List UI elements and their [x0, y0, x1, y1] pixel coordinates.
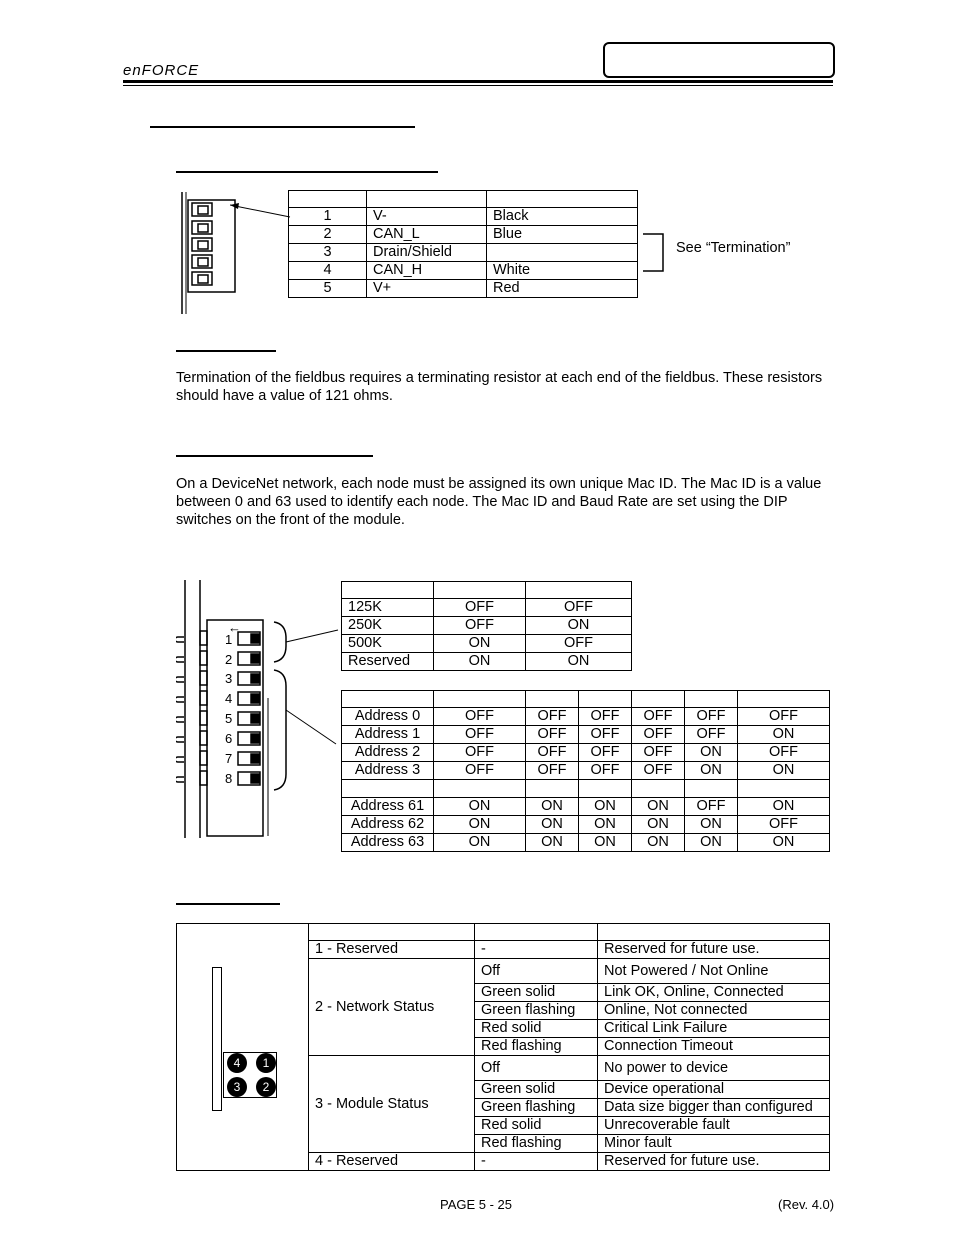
address-label: Address 1	[342, 726, 434, 744]
table-row	[289, 226, 638, 244]
header-cell	[579, 691, 632, 708]
section-heading-underline	[150, 126, 415, 128]
switch-state: ON	[434, 834, 526, 852]
baud-rate: Reserved	[342, 653, 434, 671]
table-row	[289, 280, 638, 298]
switch-state: ON	[434, 635, 526, 653]
switch-state: OFF	[632, 744, 685, 762]
switch-state: OFF	[738, 816, 830, 834]
switch-state: OFF	[632, 708, 685, 726]
switch-state: ON	[632, 834, 685, 852]
header-cell	[367, 191, 487, 208]
led-name: 2 - Network Status	[309, 959, 475, 1056]
header-cell	[434, 582, 526, 599]
led-state: Green flashing	[475, 1002, 598, 1020]
switch-state: OFF	[579, 726, 632, 744]
switch-state: OFF	[526, 635, 632, 653]
header-cell	[738, 691, 830, 708]
switch-state: ON	[526, 653, 632, 671]
table-row	[342, 780, 830, 798]
baud-rate: 500K	[342, 635, 434, 653]
signal-name: V-	[367, 208, 487, 226]
switch-state: OFF	[434, 599, 526, 617]
switch-state: ON	[526, 816, 579, 834]
switch-state: OFF	[434, 762, 526, 780]
table-row	[342, 798, 830, 816]
led-state: Off	[475, 1056, 598, 1081]
dip-switch-number: 3	[225, 671, 233, 686]
switch-state	[579, 780, 632, 798]
wire-color: White	[487, 262, 638, 280]
switch-state: OFF	[434, 744, 526, 762]
switch-state: OFF	[632, 762, 685, 780]
table-row	[342, 834, 830, 852]
switch-state: ON	[579, 816, 632, 834]
header-cell	[598, 924, 830, 941]
led-panel-edge	[212, 967, 222, 1111]
termination-note: See “Termination”	[676, 240, 791, 256]
led-state: -	[475, 1153, 598, 1171]
baud-rate: 250K	[342, 617, 434, 635]
address-label: Address 2	[342, 744, 434, 762]
led-4-icon: 4	[227, 1053, 247, 1073]
switch-state: ON	[526, 834, 579, 852]
dip-switch-number: 6	[225, 731, 233, 746]
led-name: 1 - Reserved	[309, 941, 475, 959]
table-row	[342, 708, 830, 726]
dip-switch-number: 2	[225, 652, 233, 667]
header-rule	[123, 80, 833, 83]
switch-state: ON	[434, 653, 526, 671]
address-label: Address 61	[342, 798, 434, 816]
table-row	[342, 744, 830, 762]
address-label: Address 3	[342, 762, 434, 780]
signal-name: CAN_L	[367, 226, 487, 244]
header-cell	[632, 691, 685, 708]
table-header-row	[342, 691, 830, 708]
switch-state: OFF	[685, 726, 738, 744]
connector-pinout-table	[288, 190, 638, 298]
switch-state: ON	[632, 798, 685, 816]
pin-number: 1	[289, 208, 367, 226]
header-cell	[685, 691, 738, 708]
led-state: -	[475, 941, 598, 959]
switch-state: ON	[738, 798, 830, 816]
address-label: Address 63	[342, 834, 434, 852]
switch-state: ON	[434, 816, 526, 834]
switch-state: ON	[738, 834, 830, 852]
switch-state: ON	[685, 816, 738, 834]
switch-state: ON	[526, 798, 579, 816]
header-cell	[309, 924, 475, 941]
subheading-termination-underline	[176, 350, 276, 352]
macid-paragraph: On a DeviceNet network, each node must be assigned its own unique Mac ID. The Mac ID is a value between 0 and 63 used to identify each node. The Mac ID and Baud Rate are set using the DIP switches on the front of the module.	[176, 476, 822, 528]
table-row	[289, 208, 638, 226]
header-cell	[342, 691, 434, 708]
address-label: Address 62	[342, 816, 434, 834]
switch-state: OFF	[526, 708, 579, 726]
enforce-logo: enFORCE	[123, 62, 200, 79]
switch-state: OFF	[434, 708, 526, 726]
led-state: Red solid	[475, 1117, 598, 1135]
pin-number: 4	[289, 262, 367, 280]
table-row	[342, 617, 632, 635]
table-header-row	[289, 191, 638, 208]
termination-bracket	[642, 233, 666, 273]
dip-switch-illustration	[176, 578, 276, 840]
led-description: Device operational	[598, 1081, 830, 1099]
led-description: Minor fault	[598, 1135, 830, 1153]
dip-switch-number: 8	[225, 771, 233, 786]
led-3-icon: 3	[227, 1077, 247, 1097]
address-label	[342, 780, 434, 798]
led-description: Reserved for future use.	[598, 1153, 830, 1171]
header-cell	[526, 582, 632, 599]
led-state: Red flashing	[475, 1038, 598, 1056]
header-rule-thin	[123, 85, 833, 86]
switch-state: ON	[579, 834, 632, 852]
switch-state: OFF	[526, 726, 579, 744]
switch-state: OFF	[579, 762, 632, 780]
subheading-connector-underline	[176, 171, 438, 173]
table-row	[342, 762, 830, 780]
revision-label: (Rev. 4.0)	[778, 1197, 835, 1212]
dip-switch-number: 5	[225, 711, 233, 726]
table-header-row	[342, 582, 632, 599]
switch-state: ON	[685, 762, 738, 780]
switch-state: OFF	[434, 726, 526, 744]
subheading-leds-underline	[176, 903, 280, 905]
wire-color	[487, 244, 638, 262]
table-row	[342, 816, 830, 834]
switch-state: OFF	[738, 708, 830, 726]
switch-state: ON	[579, 798, 632, 816]
switch-state: OFF	[434, 617, 526, 635]
subheading-macid-underline	[176, 455, 373, 457]
led-2-icon: 2	[256, 1077, 276, 1097]
switch-state: ON	[526, 617, 632, 635]
switch-state: OFF	[526, 744, 579, 762]
led-state: Red solid	[475, 1020, 598, 1038]
led-description: Not Powered / Not Online	[598, 959, 830, 984]
led-state: Green solid	[475, 984, 598, 1002]
led-illustration-cell	[177, 924, 309, 1171]
connector-pointer-line	[230, 200, 292, 220]
led-description: Data size bigger than configured	[598, 1099, 830, 1117]
pin-number: 3	[289, 244, 367, 262]
header-cell	[434, 691, 526, 708]
table-header-row	[177, 924, 830, 941]
switch-state: OFF	[579, 708, 632, 726]
signal-name: V+	[367, 280, 487, 298]
led-status-table	[176, 923, 830, 1171]
signal-name: CAN_H	[367, 262, 487, 280]
switch-state	[434, 780, 526, 798]
switch-state: OFF	[632, 726, 685, 744]
wire-color: Red	[487, 280, 638, 298]
table-row	[342, 599, 632, 617]
dip-group-brackets	[272, 618, 342, 798]
led-description: No power to device	[598, 1056, 830, 1081]
led-state: Green flashing	[475, 1099, 598, 1117]
page-number: PAGE 5 - 25	[440, 1197, 513, 1212]
led-state: Green solid	[475, 1081, 598, 1099]
led-description: Connection Timeout	[598, 1038, 830, 1056]
switch-state: OFF	[685, 708, 738, 726]
termination-paragraph: Termination of the fieldbus requires a terminating resistor at each end of the fieldbus. These resistors should have a value of 121 ohms.	[176, 370, 823, 404]
switch-state: ON	[434, 798, 526, 816]
header-cell	[289, 191, 367, 208]
led-description: Reserved for future use.	[598, 941, 830, 959]
led-description: Link OK, Online, Connected	[598, 984, 830, 1002]
wire-color: Black	[487, 208, 638, 226]
switch-state	[685, 780, 738, 798]
table-row	[289, 262, 638, 280]
led-1-icon: 1	[256, 1053, 276, 1073]
baud-rate-table	[341, 581, 632, 671]
header-cell	[342, 582, 434, 599]
header-cell	[487, 191, 638, 208]
led-description: Unrecoverable fault	[598, 1117, 830, 1135]
led-state: Off	[475, 959, 598, 984]
switch-state: OFF	[579, 744, 632, 762]
switch-state: OFF	[738, 744, 830, 762]
header-cell	[526, 691, 579, 708]
dip-switch-number: 1	[225, 632, 233, 647]
switch-state	[632, 780, 685, 798]
header-cell	[475, 924, 598, 941]
switch-state: OFF	[685, 798, 738, 816]
header-title-box	[603, 42, 835, 78]
switch-state: ON	[738, 726, 830, 744]
switch-state	[738, 780, 830, 798]
wire-color: Blue	[487, 226, 638, 244]
address-label: Address 0	[342, 708, 434, 726]
table-row	[342, 635, 632, 653]
switch-state	[526, 780, 579, 798]
signal-name: Drain/Shield	[367, 244, 487, 262]
switch-state: ON	[685, 834, 738, 852]
switch-state: ON	[632, 816, 685, 834]
switch-state: ON	[685, 744, 738, 762]
led-description: Critical Link Failure	[598, 1020, 830, 1038]
pin-number: 2	[289, 226, 367, 244]
mac-address-table	[341, 690, 830, 852]
switch-state: ON	[738, 762, 830, 780]
switch-state: OFF	[526, 762, 579, 780]
table-row	[289, 244, 638, 262]
table-row	[342, 653, 632, 671]
led-description: Online, Not connected	[598, 1002, 830, 1020]
dip-switch-number: 7	[225, 751, 233, 766]
table-row	[342, 726, 830, 744]
led-name: 4 - Reserved	[309, 1153, 475, 1171]
pin-number: 5	[289, 280, 367, 298]
dip-direction-arrow: ←	[228, 620, 241, 635]
led-name: 3 - Module Status	[309, 1056, 475, 1153]
switch-state: OFF	[526, 599, 632, 617]
dip-switch-number: 4	[225, 691, 233, 706]
led-state: Red flashing	[475, 1135, 598, 1153]
baud-rate: 125K	[342, 599, 434, 617]
